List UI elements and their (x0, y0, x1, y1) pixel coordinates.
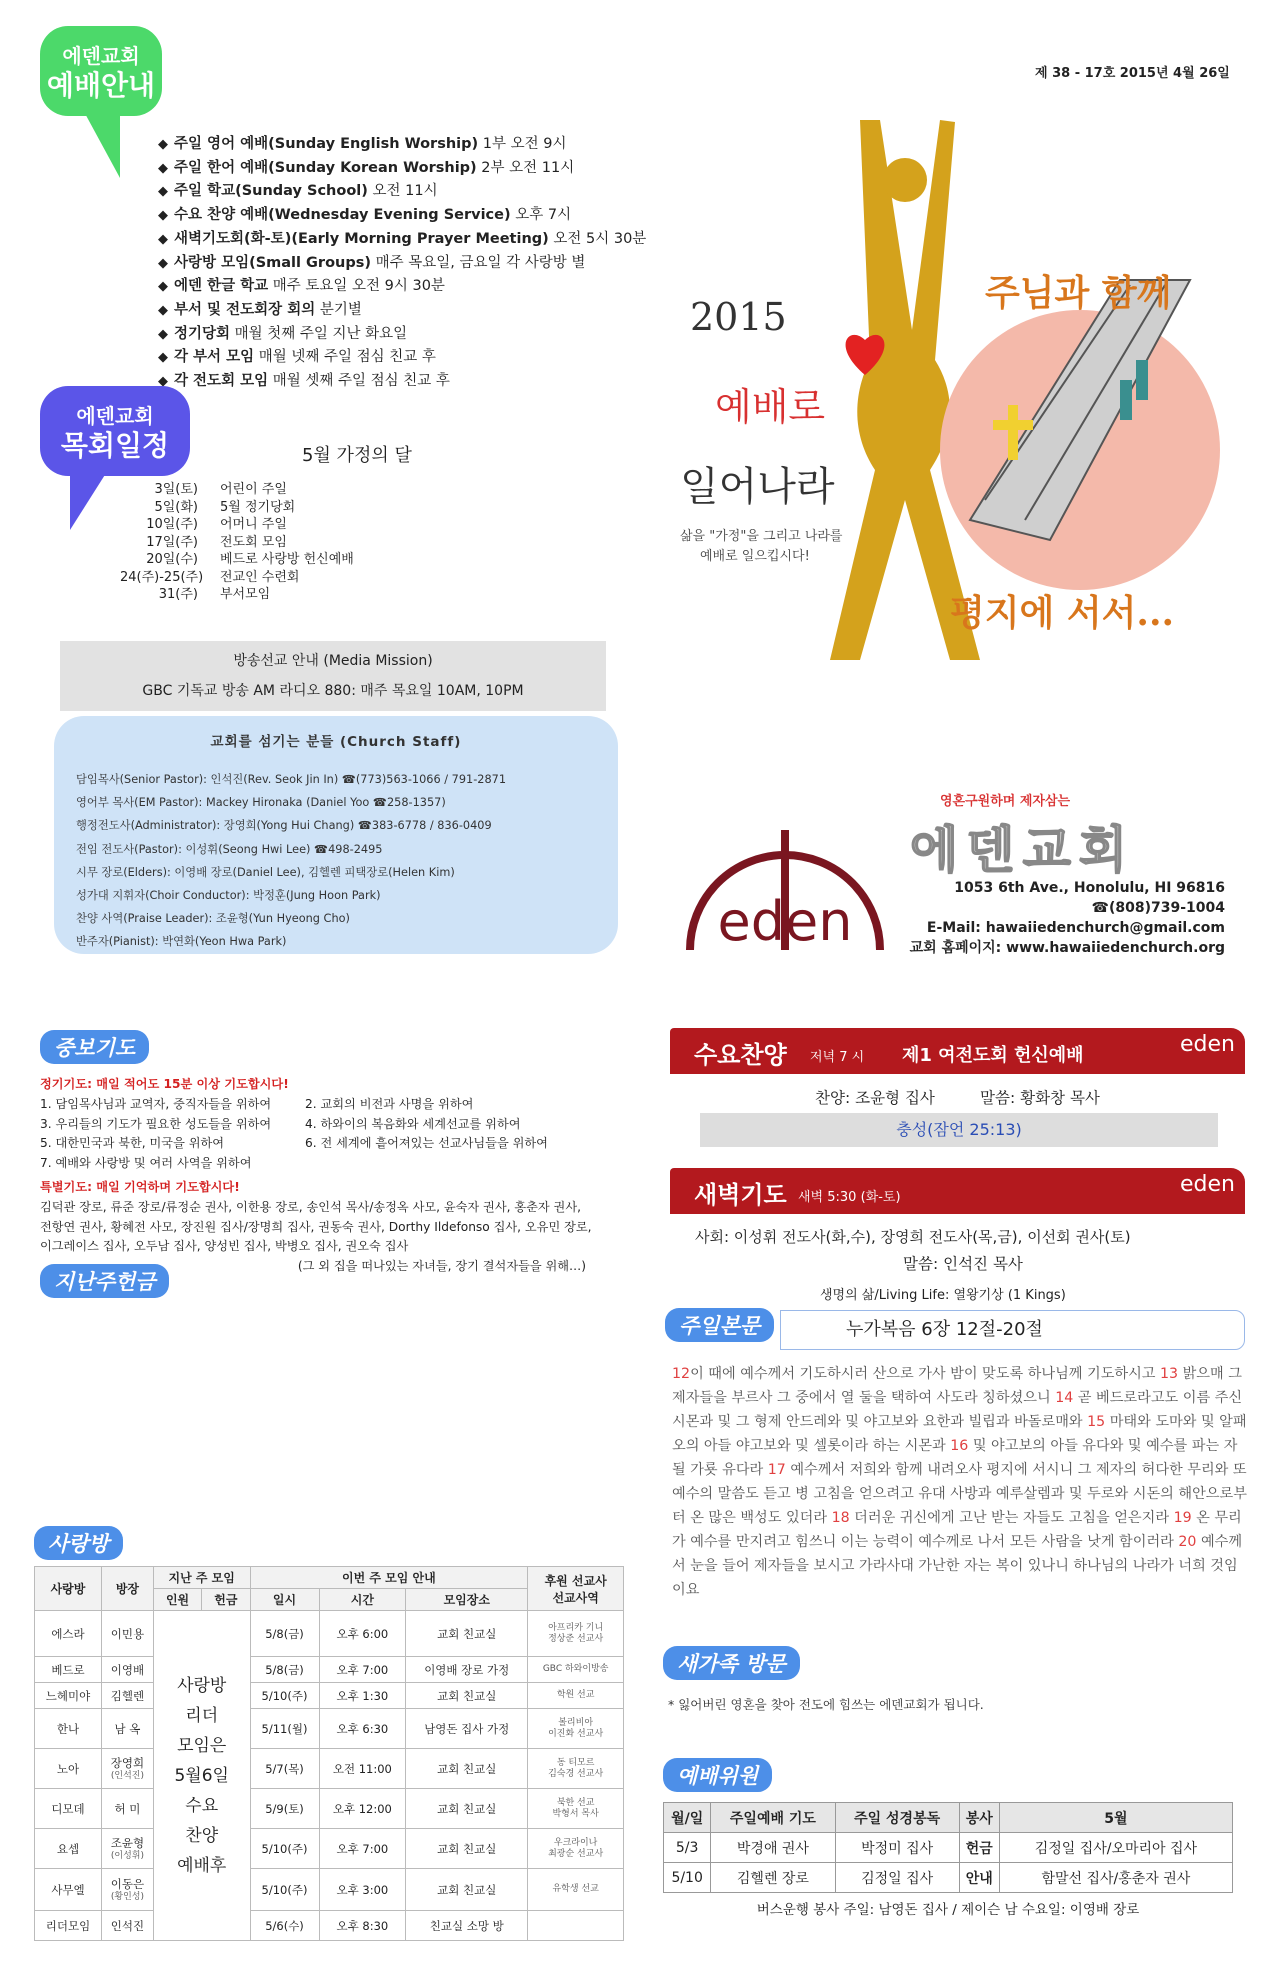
duty-tag: 예배위원 (663, 1758, 772, 1792)
newfamily-text: * 잃어버린 영혼을 찾아 전도에 힘쓰는 에덴교회가 됩니다. (668, 1697, 984, 1712)
schedule-bubble-line2: 목회일정 (60, 429, 170, 462)
groups-tag: 사랑방 (34, 1526, 123, 1560)
eden-logo-small: eden (1180, 1172, 1235, 1197)
th-service: 봉사 (959, 1803, 999, 1833)
th-leader: 방장 (101, 1567, 153, 1611)
cross-icon (1008, 405, 1018, 460)
special-prayer-line: 이그레이스 집사, 오두남 집사, 양성빈 집사, 박병오 집사, 권오숙 집사 (40, 1239, 409, 1254)
hero-sub2: 예배로 일으킵시다! (700, 549, 810, 564)
merged-note: 사랑방 리더 모임은 5월6일 수요 찬양 예배후 (153, 1611, 250, 1941)
staff-box (54, 716, 618, 954)
special-prayer-note: (그 외 집을 떠나있는 자녀들, 장기 결석자들을 위해…) (297, 1259, 586, 1274)
table-row: 디모데 허 미 5/9(토) 오후 12:00 교회 친교실 북한 선교 박형서 목사 (35, 1789, 624, 1829)
offering-tag: 지난주헌금 (40, 1264, 169, 1298)
newfamily-tag: 새가족 방문 (663, 1646, 800, 1680)
table-row: 한나 남 옥 5/11(월) 오후 6:30 남영돈 집사 가정 볼리비아 이진화 선교사 (35, 1709, 624, 1749)
table-row: 5/10 김헬렌 장로 김정일 집사 안내 함말선 집사/홍춘자 권사 (664, 1863, 1233, 1893)
schedule-row: 20일(수) 베드로 사랑방 헌신예배 (146, 552, 354, 567)
th-date: 일시 (250, 1589, 319, 1611)
logo-text: eden (717, 890, 853, 953)
worship-item: ◆ 각 전도회 모임 매월 셋째 주일 점심 친교 후 (158, 370, 646, 394)
hero-sub1: 삶을 "가정"을 그리고 나라를 (680, 529, 843, 544)
cross-bar (993, 420, 1033, 430)
eden-logo (680, 800, 890, 955)
table-row: 느헤미야 김헬렌 5/10(주) 오후 1:30 교회 친교실 학원 선교 (35, 1683, 624, 1709)
church-slogan: 영혼구원하며 제자삼는 (940, 794, 1071, 809)
media-text: GBC 기독교 방송 AM 라디오 880: 매주 목요일 10AM, 10PM (142, 683, 524, 699)
dawn-living-life: 생명의 삶/Living Life: 열왕기상 (1 Kings) (820, 1288, 1066, 1303)
hero-title2: 평지에 서서... (950, 592, 1175, 634)
people-icon (1120, 380, 1132, 420)
worship-list (158, 133, 646, 394)
schedule-row: 24(주)-25(주) 전교인 수련회 (120, 569, 300, 585)
worship-bubble-tail (82, 108, 120, 178)
dawn-title: 새벽기도 (694, 1181, 787, 1209)
worship-item: ◆ 주일 학교(Sunday School) 오전 11시 (158, 180, 646, 204)
sermon-reference: 누가복음 6장 12절-20절 (780, 1310, 1245, 1350)
staff-line: 찬양 사역(Praise Leader): 조윤형(Yun Hyeong Cho) (76, 912, 350, 926)
worship-bubble-line1: 에덴교회 (62, 44, 140, 68)
church-email: E-Mail: hawaiiedenchurch@gmail.com (926, 920, 1225, 936)
special-prayer-line: 김덕관 장로, 류준 장로/류정순 권사, 이한용 장로, 송인석 목사/송정옥 사모, 윤숙자 권사, 홍춘자 권사, (40, 1199, 581, 1214)
schedule-bubble-tail (70, 470, 108, 530)
schedule-row: 3일(토) 어린이 주일 (154, 482, 287, 497)
worship-item: ◆ 정기당회 매월 첫째 주일 지난 화요일 (158, 323, 646, 347)
staff-line: 행정전도사(Administrator): 장영희(Yong Hui Chang) ☎383-6778 / 836-0409 (76, 819, 492, 833)
dawn-host: 사회: 이성휘 전도사(화,수), 장영희 전도사(목,금), 이선회 권사(토) (695, 1228, 1131, 1246)
table-row: 5/3 박경애 권사 박정미 집사 헌금 김정일 집사/오마리아 집사 (664, 1833, 1233, 1863)
dawn-word: 말씀: 인석진 목사 (903, 1255, 1023, 1273)
worship-bubble-line2: 예배안내 (46, 69, 156, 102)
worship-item: ◆ 새벽기도회(화-토)(Early Morning Prayer Meeting) 오전 5시 30분 (158, 228, 646, 252)
worship-item: ◆ 에덴 한글 학교 매주 토요일 오전 9시 30분 (158, 275, 646, 299)
church-name: 에덴교회 (910, 821, 1136, 879)
schedule-bubble (40, 386, 190, 476)
th-month: 5월 (999, 1803, 1232, 1833)
groups-table (34, 1566, 624, 1941)
eden-logo-small: eden (1180, 1032, 1235, 1057)
bible-text: 12이 때에 예수께서 기도하시러 산으로 가사 밤이 맞도록 하나님께 기도하시고 13 밝으매 그 제자들을 부르사 그 중에서 열 둘을 택하여 사도라 칭하셨으니 14 곧 베드로라고도 이름 주신 시몬과 및 그 형제 안드레와 및 야고보와 요한과 빌립과 바돌로매와 15 마태와 도마와 및 알패오의 아들 야고보와 및 셀롯이라 하는 시몬과 16 및 야고보의 아들 유다와 및 예수를 파는 자 될 가룟 유다라 17 예수께서 저희와 함께 내려오사 평지에 서시니 그 제자의 허다한 무리와 또 예수의 말씀도 듣고 병 고침을 얻으려고 유대 사방과 예루살렘과 및 두로와 시돈의 해안으로부터 온 많은 백성도 있더라 18 더러운 귀신에게 고난 받는 자들도 고침을 얻은지라 19 온 무리가 예수를 만지려고 힘쓰니 이는 능력이 예수께로 나서 모든 사람을 낫게 함이러라 20 예수께서 눈을 들어 제자들을 보시고 가라사대 가난한 자는 복이 있나니 하나님의 나라가 너희 것임이요 (672, 1366, 1247, 1598)
schedule-row: 10일(주) 어머니 주일 (146, 517, 287, 532)
th-group: 사랑방 (35, 1567, 102, 1611)
may-title: 5월 가정의 달 (302, 445, 412, 466)
th-this: 이번 주 모임 안내 (250, 1567, 528, 1589)
th-offering: 헌금 (202, 1589, 250, 1611)
table-row: 사무엘 이동은 (황인성) 5/10(주) 오후 3:00 교회 친교실 유학생 선교 (35, 1869, 624, 1911)
worship-item: ◆ 사랑방 모임(Small Groups) 매주 목요일, 금요일 각 사랑방 별 (158, 252, 646, 276)
th-mission: 후원 선교사 선교사역 (528, 1567, 624, 1611)
issue-number: 제 38 - 17호 2015년 4월 26일 (1035, 66, 1230, 81)
special-prayer-line: 전항연 권사, 황혜전 사모, 장진원 집사/장명희 집사, 권동숙 권사, Dorthy Ildefonso 집사, 오유민 장로, (40, 1219, 592, 1234)
dawn-time: 새벽 5:30 (화-토) (798, 1190, 901, 1205)
special-prayer-head: 특별기도: 매일 기억하며 기도합시다! (40, 1179, 240, 1194)
wednesday-title: 수요찬양 (694, 1041, 787, 1069)
staff-line: 담임목사(Senior Pastor): 인석진(Rev. Seok Jin In) ☎(773)563-1066 / 791-2871 (76, 773, 507, 786)
staff-line: 영어부 목사(EM Pastor): Mackey Hironaka (Daniel Yoo ☎258-1357) (76, 796, 446, 810)
hero-year: 2015 (690, 295, 787, 339)
hero-line2: 일어나라 (680, 464, 835, 510)
worship-item: ◆ 주일 영어 예배(Sunday English Worship) 1부 오전 9시 (158, 133, 646, 157)
hero-illustration (650, 100, 1250, 780)
worship-item: ◆ 주일 한어 예배(Sunday Korean Worship) 2부 오전 11시 (158, 157, 646, 181)
th-time: 시간 (319, 1589, 406, 1611)
wednesday-word: 말씀: 황화창 목사 (980, 1089, 1100, 1107)
bus-service: 버스운행 봉사 주일: 남영돈 집사 / 제이슨 남 수요일: 이영배 장로 (756, 1902, 1140, 1918)
church-phone: ☎(808)739-1004 (1091, 900, 1225, 916)
wednesday-praise: 찬양: 조윤형 집사 (815, 1089, 935, 1107)
schedule-row: 5일(화) 5월 정기당회 (154, 499, 296, 515)
worship-bubble (40, 26, 162, 116)
table-row: 리더모임 인석진 5/6(수) 오후 8:30 친교실 소망 방 (35, 1911, 624, 1941)
prayer-row: 5. 대한민국과 북한, 미국을 위하여 6. 전 세계에 흩어져있는 선교사님들을 위하여 (40, 1136, 548, 1151)
may-schedule (120, 481, 354, 604)
sermon-tag: 주일본문 (665, 1308, 774, 1342)
duty-table (663, 1802, 1233, 1893)
media-title: 방송선교 안내 (Media Mission) (233, 653, 433, 669)
wednesday-bar (670, 1028, 1245, 1074)
table-row: 베드로 이영배 5/8(금) 오후 7:00 이영배 장로 가정 GBC 하와이방송 (35, 1657, 624, 1683)
church-website: 교회 홈페이지: www.hawaiiedenchurch.org (909, 940, 1225, 956)
prayer-row: 3. 우리들의 기도가 필요한 성도들을 위하여 4. 하와이의 복음화와 세계선교를 위하여 (40, 1116, 521, 1131)
figure-head (883, 158, 927, 202)
staff-line: 반주자(Pianist): 박연화(Yeon Hwa Park) (76, 935, 287, 949)
worship-item: ◆ 각 부서 모임 매월 넷째 주일 점심 친교 후 (158, 346, 646, 370)
prayer-row: 1. 담임목사님과 교역자, 중직자들을 위하여 2. 교회의 비전과 사명을 위하여 (40, 1096, 474, 1111)
th-people: 인원 (153, 1589, 201, 1611)
th-last: 지난 주 모임 (153, 1567, 250, 1589)
staff-line: 성가대 지휘자(Choir Conductor): 박정훈(Jung Hoon Park) (76, 889, 381, 903)
intercession-section (40, 1075, 610, 1277)
people-icon (1136, 360, 1148, 400)
staff-line: 전임 전도사(Pastor): 이성휘(Seong Hwi Lee) ☎498-2495 (76, 842, 383, 856)
th-reading: 주일 성경봉독 (835, 1803, 959, 1833)
dawn-bar (670, 1168, 1245, 1214)
th-date: 월/일 (664, 1803, 711, 1833)
church-address: 1053 6th Ave., Honolulu, HI 96816 (954, 880, 1225, 896)
intercession-tag: 중보기도 (40, 1030, 149, 1064)
th-prayer: 주일예배 기도 (711, 1803, 835, 1833)
staff-line: 시무 장로(Elders): 이영배 장로(Daniel Lee), 김헬렌 피택장로(Helen Kim) (76, 865, 455, 879)
schedule-bubble-line1: 에덴교회 (76, 404, 154, 428)
media-mission-box (60, 641, 606, 711)
wednesday-verse: 충성(잠언 25:13) (700, 1113, 1218, 1147)
table-row: 노아 장영희 (인석진) 5/7(목) 오전 11:00 교회 친교실 동 티모르 김숙경 선교사 (35, 1749, 624, 1789)
wednesday-event: 제1 여전도회 헌신예배 (902, 1045, 1084, 1066)
wednesday-time: 저녁 7 시 (810, 1050, 865, 1065)
table-row: 요셉 조윤형 (이성휘) 5/10(주) 오후 7:00 교회 친교실 우크라이나 최광순 선교사 (35, 1829, 624, 1869)
staff-title: 교회를 섬기는 분들 (Church Staff) (210, 734, 462, 750)
schedule-row: 17일(주) 전도회 모임 (146, 534, 287, 550)
hero-title1: 주님과 함께 (985, 272, 1172, 314)
worship-item: ◆ 수요 찬양 예배(Wednesday Evening Service) 오후 7시 (158, 204, 646, 228)
worship-item: ◆ 부서 및 전도회장 회의 분기별 (158, 299, 646, 323)
church-address-block (895, 878, 1225, 958)
schedule-row: 31(주) 부서모임 (158, 587, 271, 602)
th-place: 모임장소 (406, 1589, 528, 1611)
table-row: 에스라 이민용 사랑방 리더 모임은 5월6일 수요 찬양 예배후 5/8(금) 오후 6:00 교회 친교실 아프리카 기니 정상준 선교사 (35, 1611, 624, 1657)
daily-prayer-head: 정기기도: 매일 적어도 15분 이상 기도합시다! (40, 1077, 289, 1091)
hero-line1: 예배로 (715, 385, 826, 429)
prayer-row: 7. 예배와 사랑방 및 여러 사역을 위하여 (40, 1156, 252, 1171)
